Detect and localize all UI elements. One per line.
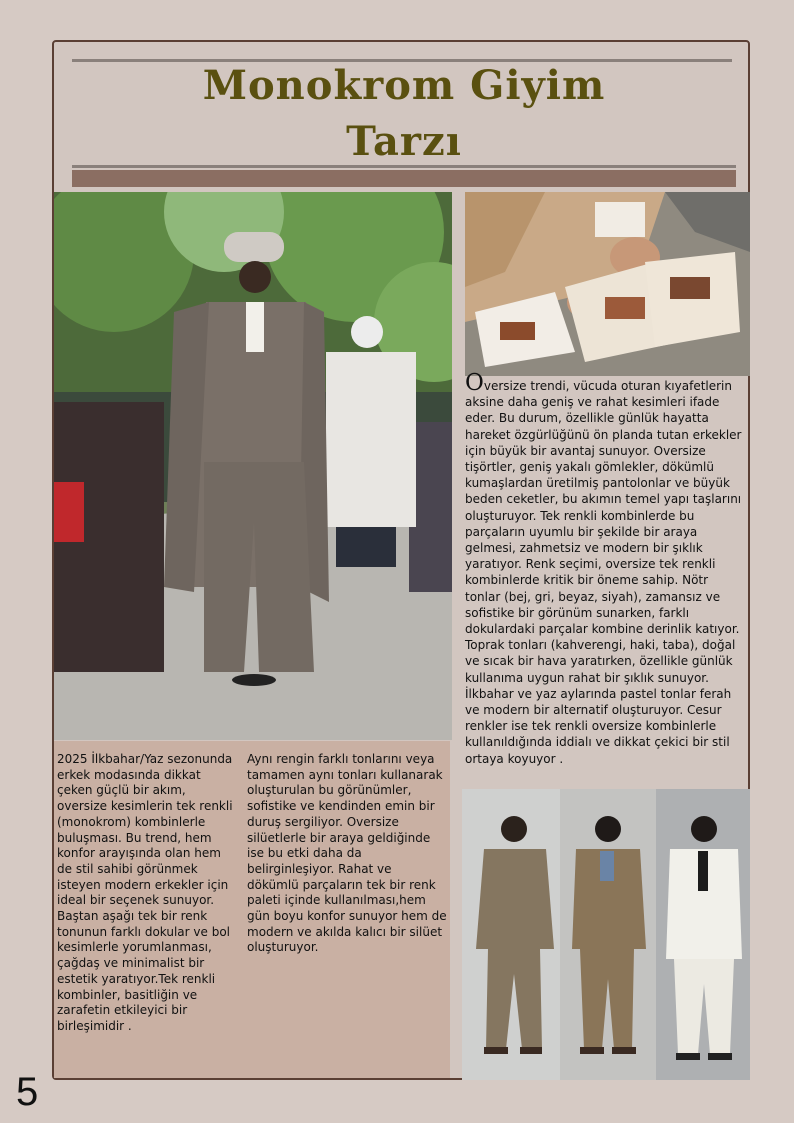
runway-photo xyxy=(54,192,452,740)
page-title xyxy=(72,58,736,170)
paragraph-oversize xyxy=(465,370,745,767)
title-rule xyxy=(72,165,736,168)
hands-photo xyxy=(465,192,750,376)
three-models-photo xyxy=(462,789,750,1080)
title-line-2: Tarzı xyxy=(346,118,462,165)
page-number: 5 xyxy=(16,1070,39,1114)
paragraph-oversize-text: versize trendi, vücuda oturan kıyafetlerin aksine daha geniş ve rahat kesimleri ifade eder. Bu durum, özellikle günlük hayatta hareket özgürlüğünü ön planda tutan erkekler için büyük bir avantaj sunuyor. Oversize tişörtler, geniş yakalı gömlekler, dökümlü kumaşlardan üretilmiş pantolonlar ve büyük beden ceketler, bu akımın temel yapı taşlarını oluşturuyor. Tek renkli kombinlerde bu parçaların uyumlu bir şekilde bir araya gelmesi, zahmetsiz ve modern bir şıklık yaratıyor. Renk seçimi, oversize tek renkli kombinlerde kritik bir öneme sahip. Nötr tonlar (bej, gri, beyaz, siyah), zamansız ve sofistike bir görünüm sunarken, farklı dokulardaki parçalar kombine derinlik katıyor. Toprak tonları (kahverengi, haki, taba), doğal ve sıcak bir hava yaratırken, özellikle günlük kullanıma uygun rahat bir şıklık sunuyor. İlkbahar ve yaz aylarında pastel tonlar ferah ve modern bir alternatif oluşturuyor. Cesur renkler ise tek renkli oversize kombinlerle kullanıldığında iddialı ve dikkat çekici bir stil ortaya koyuyor . xyxy=(465,379,742,766)
accent-bar xyxy=(72,170,736,187)
title-line-1: Monokrom Giyim xyxy=(202,62,606,109)
paragraph-tones: Aynı rengin farklı tonlarını veya tamamen aynı tonları kullanarak oluşturulan bu görünümler, sofistike ve kendinden emin bir duruş sergiliyor. Oversize silüetlerle bir araya geldiğinde ise bu etki daha da belirginleşiyor. Rahat ve dökümlü parçaların tek bir renk paleti içinde kullanılması,hem gün boyu konfor sunuyor hem de modern ve akılda kalıcı bir silüet oluşturuyor. xyxy=(247,752,447,955)
drop-cap: O xyxy=(465,370,484,396)
paragraph-intro: 2025 İlkbahar/Yaz sezonunda erkek modasında dikkat çeken güçlü bir akım, oversize kesimlerin tek renkli (monokrom) kombinlerle buluşması. Bu trend, hem konfor arayışında olan hem de stil sahibi görünmek isteyen modern erkekler için ideal bir seçenek sunuyor. Baştan aşağı tek bir renk tonunun farklı dokular ve bol kesimlerle yorumlanması, çağdaş ve minimalist bir estetik yaratıyor.Tek renkli kombinler, basitliğin ve zarafetin etkileyici bir birleşimidir . xyxy=(57,752,233,1033)
